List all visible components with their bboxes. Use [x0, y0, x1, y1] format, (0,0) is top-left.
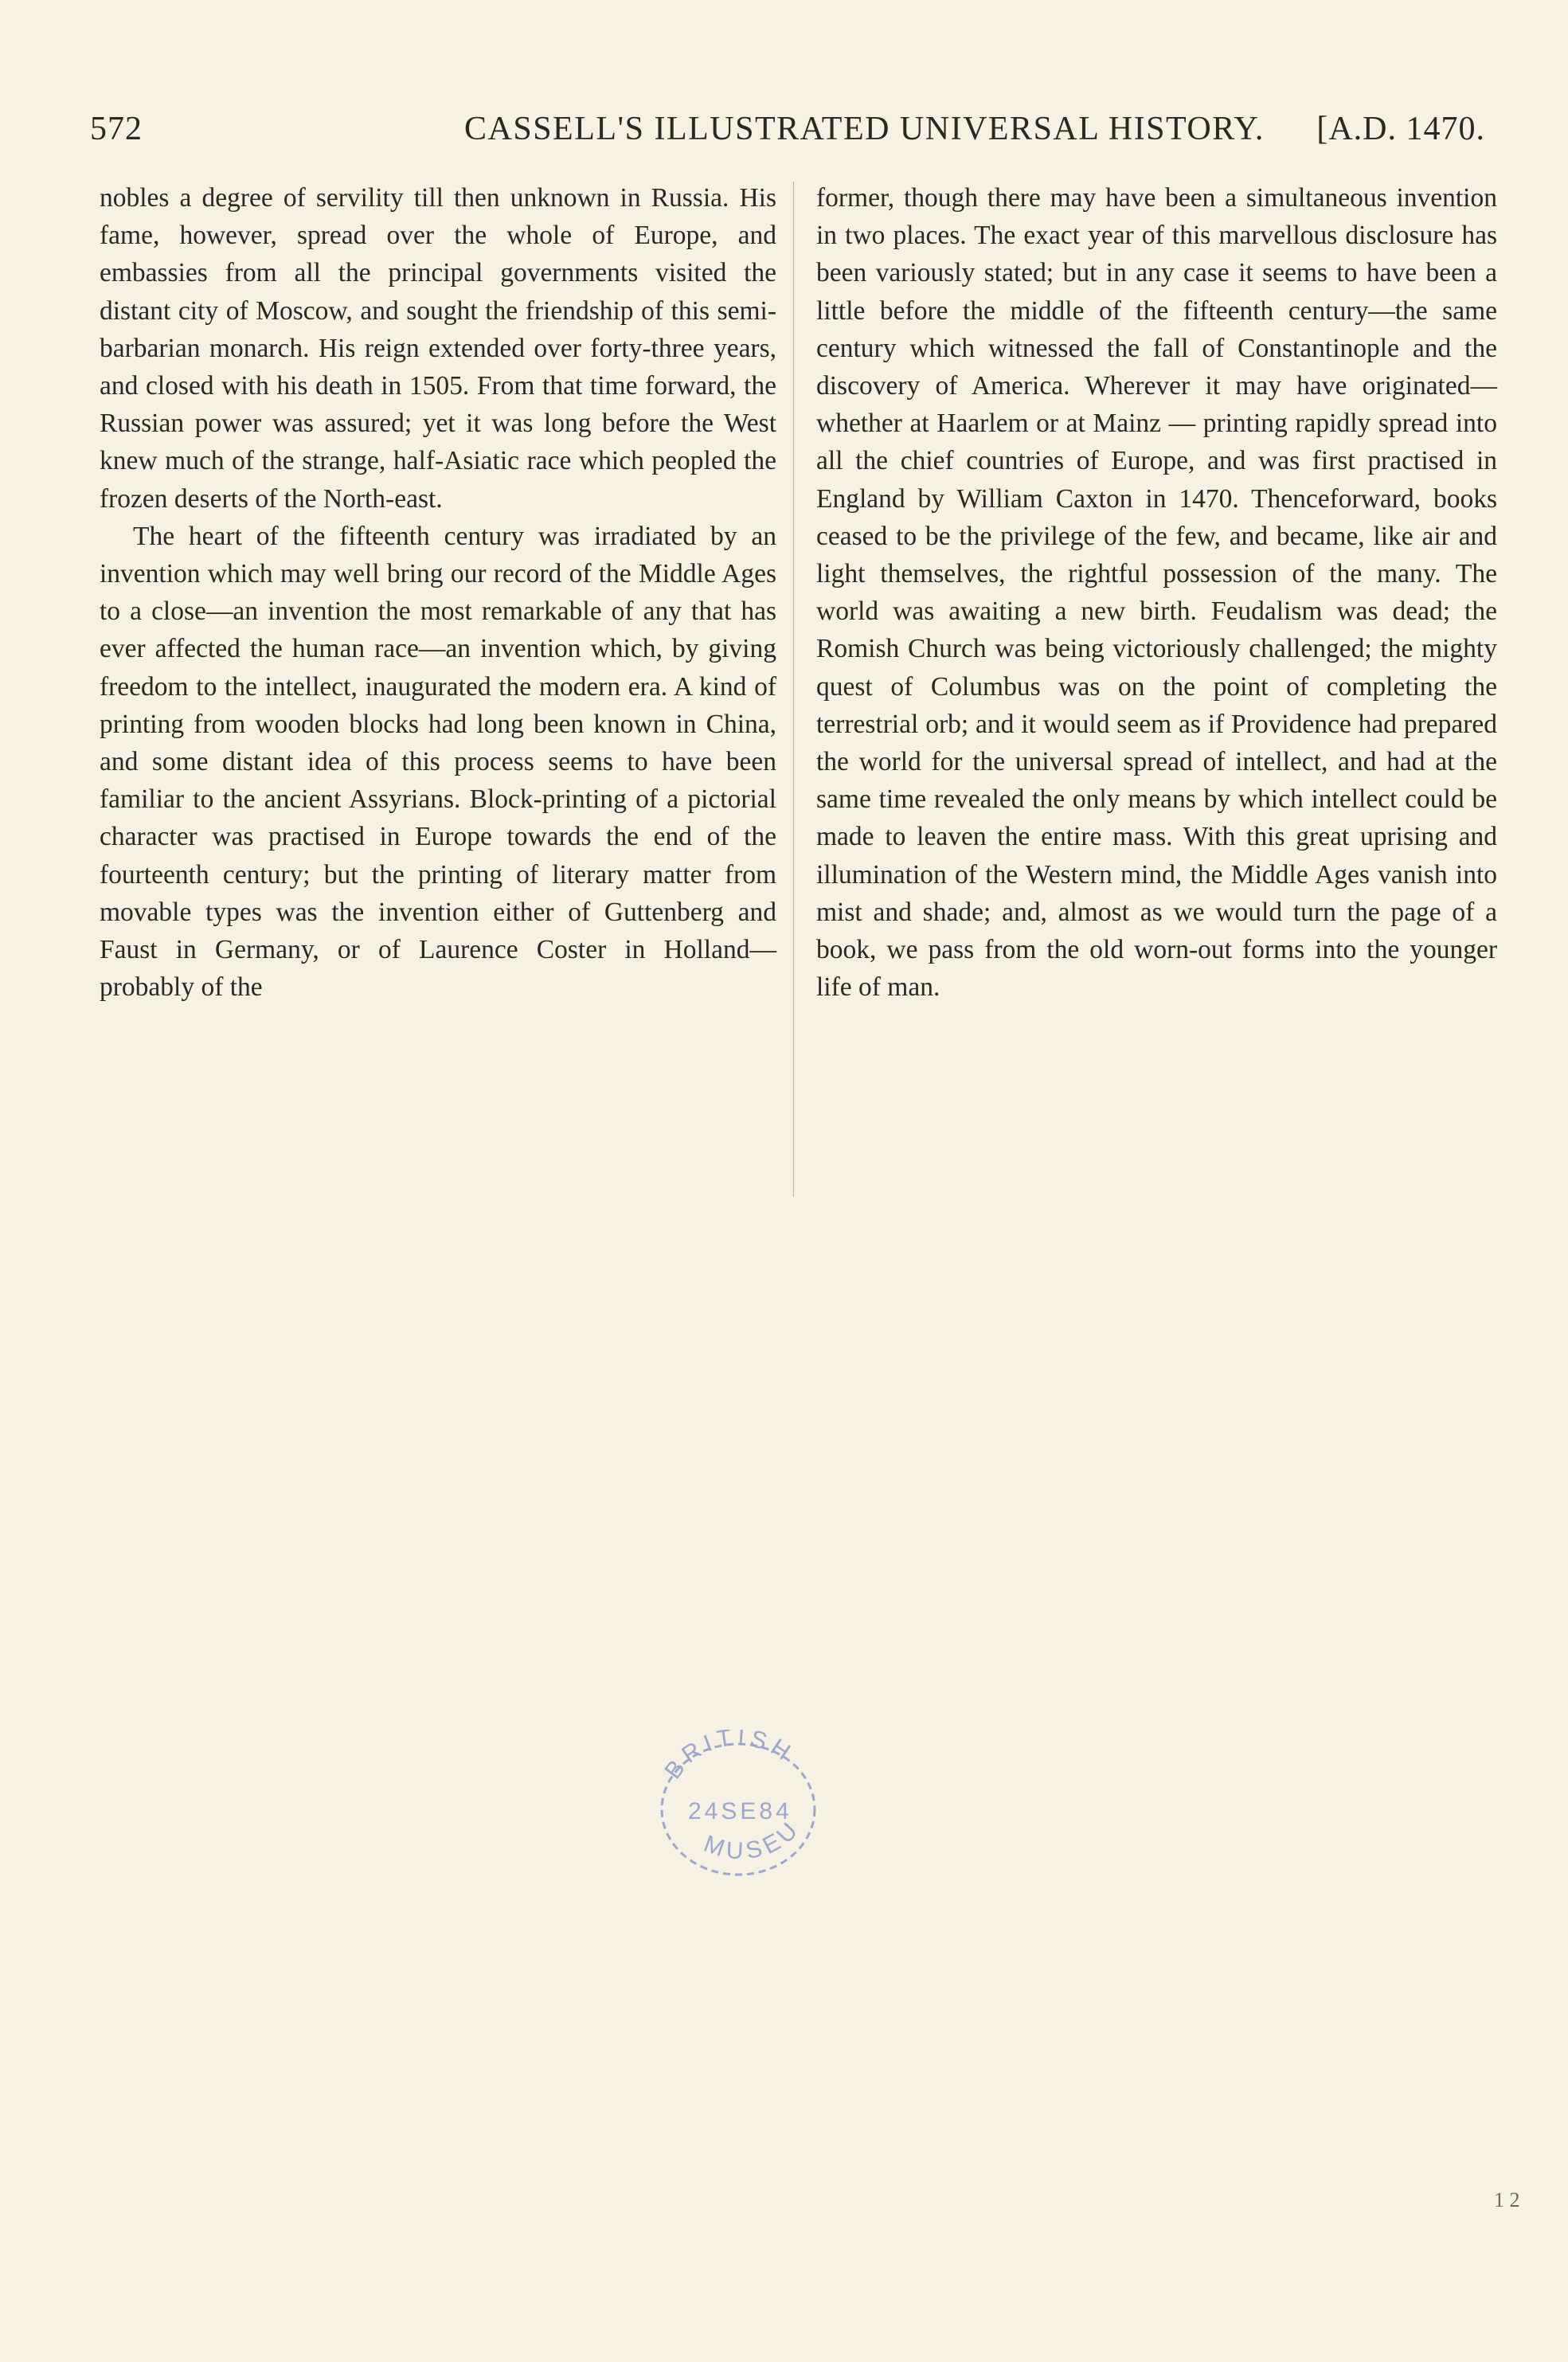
library-stamp-icon — [647, 1730, 830, 1881]
stamp-date: 24SE84 — [688, 1798, 792, 1824]
left-column — [100, 179, 776, 1006]
library-stamp — [647, 1730, 830, 1881]
running-date: [A.D. 1470. — [1316, 111, 1485, 147]
left-paragraph-1: nobles a degree of servility till then unknown in Russia. His fame, however, spread over the whole of Europe, and embassies from all the principal governments visited the distant city of Moscow, and sought the friendship of this semi-barbarian monarch. His reign extended over forty-three years, and closed with his death in 1505. From that time forward, the Russian power was assured; yet it was long before the West knew much of the strange, half-Asiatic race which peopled the frozen deserts of the North-east. — [100, 183, 776, 514]
running-head — [90, 110, 1485, 158]
margin-mark: 1 2 — [1494, 2188, 1520, 2211]
right-column — [816, 179, 1497, 1006]
page-number: 572 — [90, 111, 143, 147]
left-paragraph-2: The heart of the fifteenth century was irradiated by an invention which may well bring our record of the Middle Ages to a close—an invention the most remarkable of any that has ever affected the human race—an invention which, by giving freedom to the intellect, inaugurated the modern era. A kind of printing from wooden blocks had long been known in China, and some distant idea of this process seems to have been familiar to the ancient Assyrians. Block-printing of a pictorial character was practised in Europe towards the end of the fourteenth century; but the printing of literary matter from movable types was the invention either of Guttenberg and Faust in Germany, or of Laurence Coster in Holland—probably of the — [100, 521, 776, 1003]
right-paragraph-1: former, though there may have been a simultaneous invention in two places. The exact year of this marvellous disclosure has been variously stated; but in any case it seems to have been a little before the middle of the fifteenth century—the same century which witnessed the fall of Constantinople and the discovery of America. Wherever it may have originated—whether at Haarlem or at Mainz — printing rapidly spread into all the chief countries of Europe, and was first practised in England by William Caxton in 1470. Thenceforward, books ceased to be the privilege of the few, and became, like air and light themselves, the rightful possession of the many. The world was awaiting a new birth. Feudalism was dead; the Romish Church was being victoriously challenged; the mighty quest of Columbus was on the point of completing the terrestrial orb; and it would seem as if Providence had prepared the world for the universal spread of intellect, and had at the same time revealed the only means by which intellect could be made to leaven the entire mass. With this great uprising and illumination of the Western mind, the Middle Ages vanish into mist and shade; and, almost as we would turn the page of a book, we pass from the old worn-out forms into the younger life of man. — [816, 183, 1497, 1003]
column-divider — [793, 182, 794, 1197]
stamp-top-text: BRITISH — [659, 1730, 800, 1785]
running-title: CASSELL'S ILLUSTRATED UNIVERSAL HISTORY. — [464, 111, 1265, 147]
stamp-bottom-text: MUSEU — [700, 1814, 807, 1865]
